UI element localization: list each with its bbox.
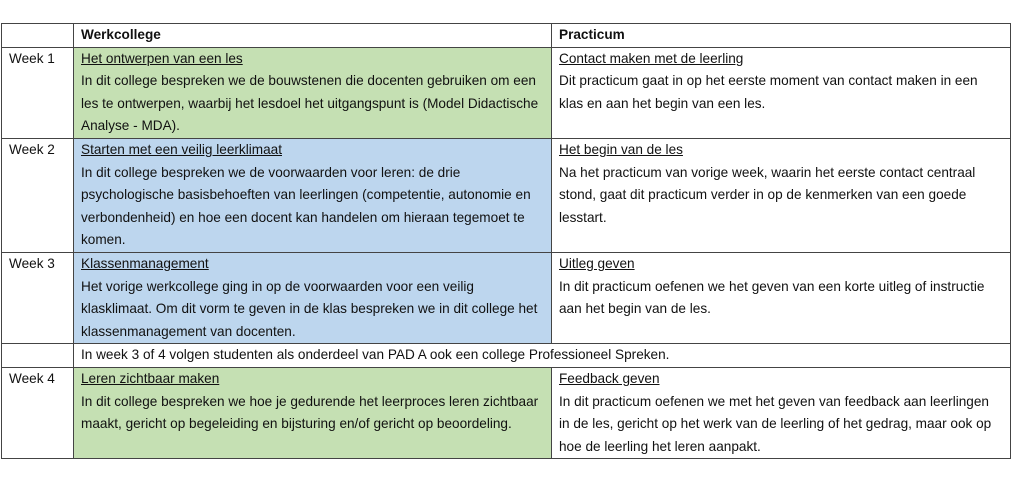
werkcollege-title: Klassenmanagement [81,255,209,271]
practicum-title: Contact maken met de leerling [559,50,744,66]
practicum-cell [552,47,1011,138]
table-row-week-2 [2,138,1011,252]
werkcollege-title: Het ontwerpen van een les [81,50,243,66]
practicum-description: In dit practicum oefenen we met het geven van feedback aan leerlingen in de les, gericht op het werk van de leerling of het gedrag, maar ook op hoe de leerling het leren aanpakt. [559,393,992,454]
practicum-description: Na het practicum van vorige week, waarin het eerste contact centraal stond, gaat dit practicum verder in op de kenmerken van een goede lesstart. [559,164,976,225]
header-werkcollege: Werkcollege [74,24,552,48]
note-week-cell [2,344,74,368]
werkcollege-title: Starten met een veilig leerklimaat [81,141,282,157]
week-label: Week 2 [2,138,74,252]
table-row-week-1 [2,47,1011,138]
practicum-cell [552,252,1011,343]
week-label: Week 1 [2,47,74,138]
werkcollege-description: Het vorige werkcollege ging in op de voorwaarden voor een veilig klasklimaat. Om dit vorm te geven in de klas bespreken we in dit college het klassenmanagement van docenten. [81,278,538,339]
practicum-title: Feedback geven [559,370,660,386]
practicum-description: In dit practicum oefenen we het geven van een korte uitleg of instructie aan het begin van de les. [559,278,985,317]
werkcollege-cell [74,138,552,252]
week-label: Week 3 [2,252,74,343]
werkcollege-title: Leren zichtbaar maken [81,370,220,386]
table-row-week-3 [2,252,1011,343]
header-week-cell [2,24,74,48]
practicum-title: Het begin van de les [559,141,683,157]
note-text: In week 3 of 4 volgen studenten als onderdeel van PAD A ook een college Professioneel Spreken. [74,344,1011,368]
practicum-description: Dit practicum gaat in op het eerste moment van contact maken in een klas en aan het begin van een les. [559,73,978,111]
werkcollege-description: In dit college bespreken we hoe je gedurende het leerproces leren zichtbaar maakt, gericht op begeleiding en bijsturing en/of gericht op beoordeling. [81,393,539,432]
practicum-cell [552,138,1011,252]
table-row-note [2,344,1011,368]
werkcollege-cell [74,367,552,458]
practicum-cell [552,367,1011,458]
practicum-title: Uitleg geven [559,255,635,271]
werkcollege-description: In dit college bespreken we de bouwstenen die docenten gebruiken om een les te ontwerpen, waarbij het lesdoel het uitgangspunt is (Model Didactische Analyse - MDA). [81,73,539,134]
header-row [2,24,1011,48]
werkcollege-description: In dit college bespreken we de voorwaarden voor leren: de drie psychologische basisbehoeften van leerlingen (competentie, autonomie en verbondenheid) en hoe een docent kan handelen om hieraan tegemoet te komen. [81,164,531,248]
schedule-table [1,23,1011,459]
werkcollege-cell [74,252,552,343]
table-row-week-4 [2,367,1011,458]
week-label: Week 4 [2,367,74,458]
header-practicum: Practicum [552,24,1011,48]
werkcollege-cell [74,47,552,138]
